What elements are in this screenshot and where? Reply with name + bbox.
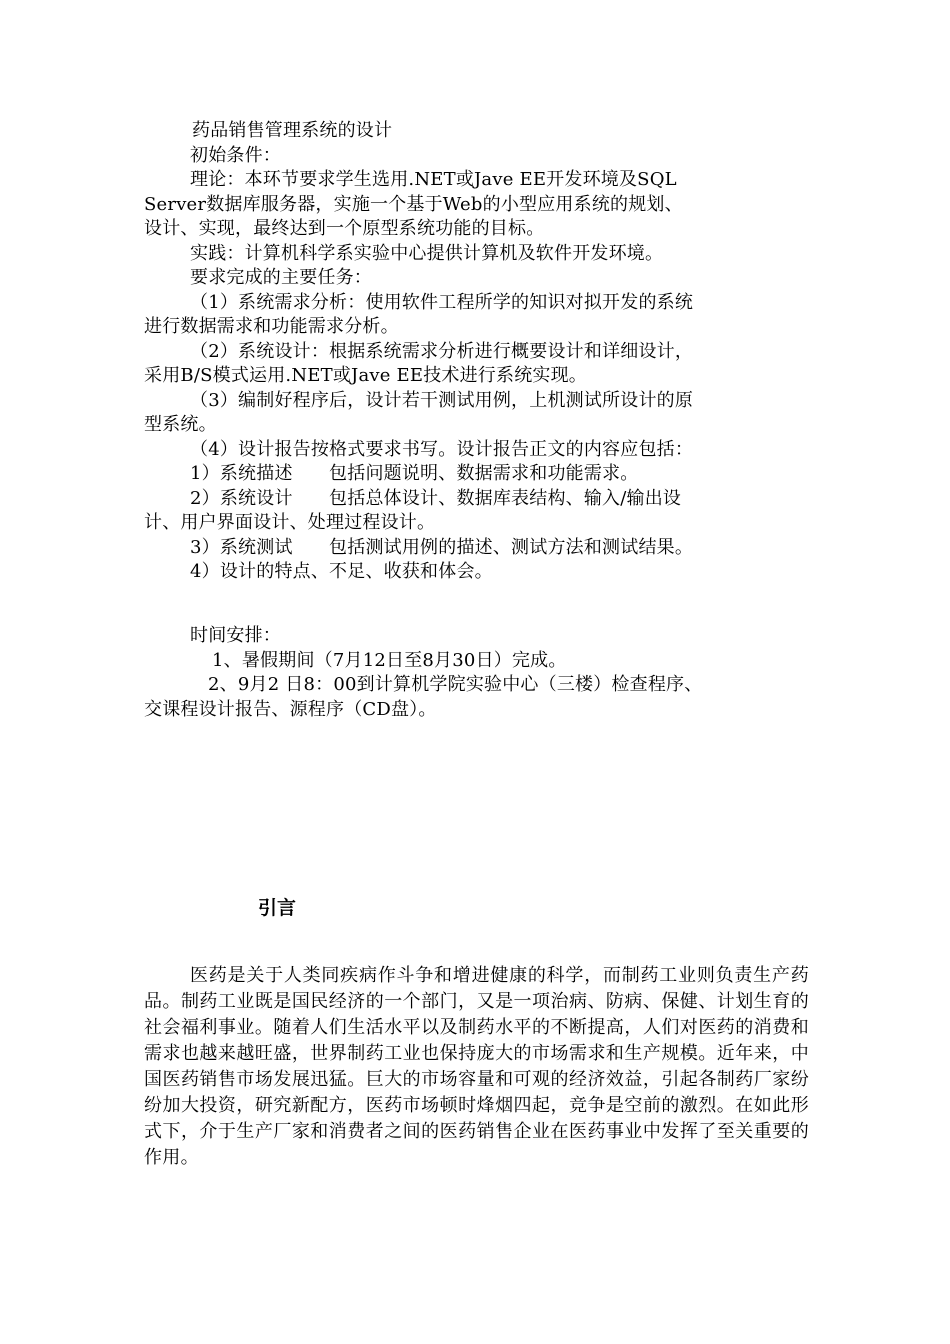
initial-conditions-label: 初始条件： (190, 144, 281, 166)
task-2-line-2: 采用B/S模式运用.NET或Jave EE技术进行系统实现。 (144, 365, 588, 386)
requirements-section (144, 119, 809, 585)
schedule-label: 时间安排： (190, 625, 281, 646)
task-1-line-2: 进行数据需求和功能需求分析。 (144, 316, 399, 337)
tasks-label: 要求完成的主要任务： (190, 267, 372, 288)
task-2-line-1: （2）系统设计：根据系统需求分析进行概要设计和详细设计， (190, 340, 694, 362)
report-item-1: 1）系统描述 包括问题说明、数据需求和功能需求。 (190, 463, 639, 484)
report-item-3: 3）系统测试 包括测试用例的描述、测试方法和测试结果。 (190, 536, 694, 558)
introduction-heading: 引言 (258, 897, 297, 919)
practice-line: 实践：计算机科学系实验中心提供计算机及软件开发环境。 (190, 242, 664, 264)
task-3-line-2: 型系统。 (144, 414, 217, 435)
task-1-line-1: （1）系统需求分析：使用软件工程所学的知识对拟开发的系统 (190, 291, 694, 313)
report-item-4: 4）设计的特点、不足、收获和体会。 (190, 561, 493, 582)
theory-line-3: 设计、实现，最终达到一个原型系统功能的目标。 (144, 218, 545, 239)
task-3-line-1: （3）编制好程序后，设计若干测试用例，上机测试所设计的原 (190, 389, 694, 411)
schedule-item-2-line-2: 交课程设计报告、源程序（CD盘）。 (144, 698, 437, 720)
schedule-item-2-line-1: 2、9月2 日8：00到计算机学院实验中心（三楼）检查程序、 (208, 674, 703, 695)
task-4-line: （4）设计报告按格式要求书写。设计报告正文的内容应包括： (190, 438, 694, 460)
schedule-section (144, 624, 809, 722)
introduction-paragraph: 医药是关于人类同疾病作斗争和增进健康的科学，而制药工业则负责生产药品。制药工业既是国民经济的一个部门，又是一项治病、防病、保健、计划生育的社会福利事业。随着人们生活水平以及制药水平的不断提高，人们对医药的消费和需求也越来越旺盛，世界制药工业也保持庞大的市场需求和生产规模。近年来，中国医药销售市场发展迅猛。巨大的市场容量和可观的经济效益，引起各制药厂家纷纷加大投资，研究新配方，医药市场顿时烽烟四起，竞争是空前的激烈。在如此形式下，介于生产厂家和消费者之间的医药销售企业在医药事业中发挥了至关重要的作用。 (144, 965, 809, 1168)
theory-line-2: Server数据库服务器，实施一个基于Web的小型应用系统的规划、 (144, 193, 683, 215)
document-title: 药品销售管理系统的设计 (192, 120, 393, 141)
report-item-2-line-2: 计、用户界面设计、处理过程设计。 (144, 512, 436, 533)
theory-line-1: 理论：本环节要求学生选用.NET或Jave EE开发环境及SQL (190, 169, 677, 190)
schedule-item-1: 1、暑假期间（7月12日至8月30日）完成。 (212, 649, 567, 671)
report-item-2-line-1: 2）系统设计 包括总体设计、数据库表结构、输入/输出设 (190, 487, 682, 509)
